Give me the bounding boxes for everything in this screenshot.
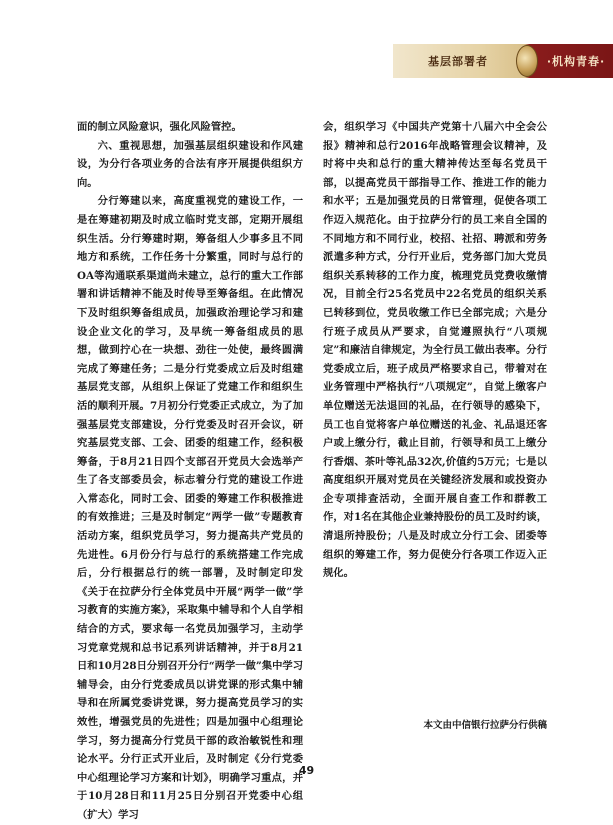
left-paragraph-2: 六、重视思想，加强基层组织建设和作风建设，为分行各项业务的合法有序开展提供组织方向。: [77, 139, 303, 189]
banner-section-label: 基层部署者: [428, 55, 488, 68]
left-paragraph-3: 分行筹建以来，高度重视党的建设工作，一是在筹建初期及时成立临时党支部，定期开展组织生活。分行筹建时期，筹备组人少事多且不同地方和系统，工作任务十分繁重，同时与总行的OA等沟通联系渠道尚未建立，总行的重大工作部署和讲话精神不能及时传导至筹备组。在此情况下及时组织筹备组成员，加强政治理论学习和建设企业文化的学习，及早统一筹备组成员的思想，做到拧心在一块想、劲往一处使，最终圆满完成了筹建任务；二是分行党委成立后及时组建基层党支部，从组织上保证了党建工作和组织生活的顺利开展。7月初分行党委正式成立，为了加强基层党支部建设，分行党委及时召开会议，研究基层党支部、工会、团委的组建工作，经积极筹备，于8月21日四个支部召开党员大会选举产生了各支部委员会，标志着分行党的建设工作进入常态化，同时工会、团委的筹建工作积极推进的有效推进；三是及时制定“两学一做”专题教育活动方案，组织党员学习，努力提高共产党员的先进性。6月份分行与总行的系统搭建工作完成后，分行根据总行的统一部署，及时制定印发《关于在拉萨分行全体党员中开展“两学一做”学习教育的实施方案》，采取集中辅导和个人自学相结合的方式，要求每一名党员加强学习，主动学习党章党规和总书记系列讲话精神，并于8月21日和10月28日分别召开分行“两学一做”集中学习辅导会，由分行党委成员以讲党课的形式集中辅导和在所属党委讲党课，努力提高党员学习的实效性，增强党员的先进性；四是加强中心组理论学习，努力提高分行党员干部的政治敏锐性和理论水平。分行正式开业后，及时制定《分行党委中心组理论学习方案和计划》，明确学习重点，并于10月28日和11月25日分别召开党委中心组（扩大）学习: [77, 195, 303, 821]
right-text-column: [323, 118, 547, 583]
banner-emblem-icon: [516, 45, 538, 77]
article-credit: 本文由中信银行拉萨分行供稿: [423, 720, 547, 731]
left-paragraph-1: 面的制立风险意识，强化风险管控。: [77, 121, 242, 133]
right-paragraph-1: 会，组织学习《中国共产党第十八届六中全会公报》精神和总行2016年战略管理会议精神，及时将中央和总行的重大精神传达至每名党员干部，以提高党员干部指导工作、推进工作的能力和水平；五是加强党员的日常管理，促使各项工作迈入规范化。由于拉萨分行的员工来自全国的不同地方和不同行业，校招、社招、聘派和劳务派遣多种方式，分行开业后，党务部门加大党员组织关系转移的工作力度，梳理党员党费收缴情况，目前全行25名党员中22名党员的组织关系已转移到位，党员收缴工作已全部完成；六是分行班子成员从严要求，自觉遵照执行“八项规定”和廉洁自律规定，为全行员工做出表率。分行党委成立后，班子成员严格要求自己，带着对在业务管理中严格执行“八项规定”，自觉上缴客户单位赠送无法退回的礼品，在行领导的感染下，员工也自觉将客户单位赠送的礼金、礼品退还客户或上缴分行，截止目前，行领导和员工上缴分行香烟、茶叶等礼品32次,价值约5万元；七是以高度组织开展对党员在关键经济发展和或投资办企专项排查活动，全面开展自查工作和群教工作，对1名在其他企业兼持股份的员工及时约谈，清退所持股份；八是及时成立分行工会、团委等组织的筹建工作，努力促使分行各项工作迈入正规化。: [323, 121, 547, 580]
left-text-column: [77, 118, 303, 825]
header-banner: [393, 44, 613, 78]
banner-column-label: ·机构青春·: [546, 55, 606, 68]
page-number: 49: [298, 764, 315, 777]
